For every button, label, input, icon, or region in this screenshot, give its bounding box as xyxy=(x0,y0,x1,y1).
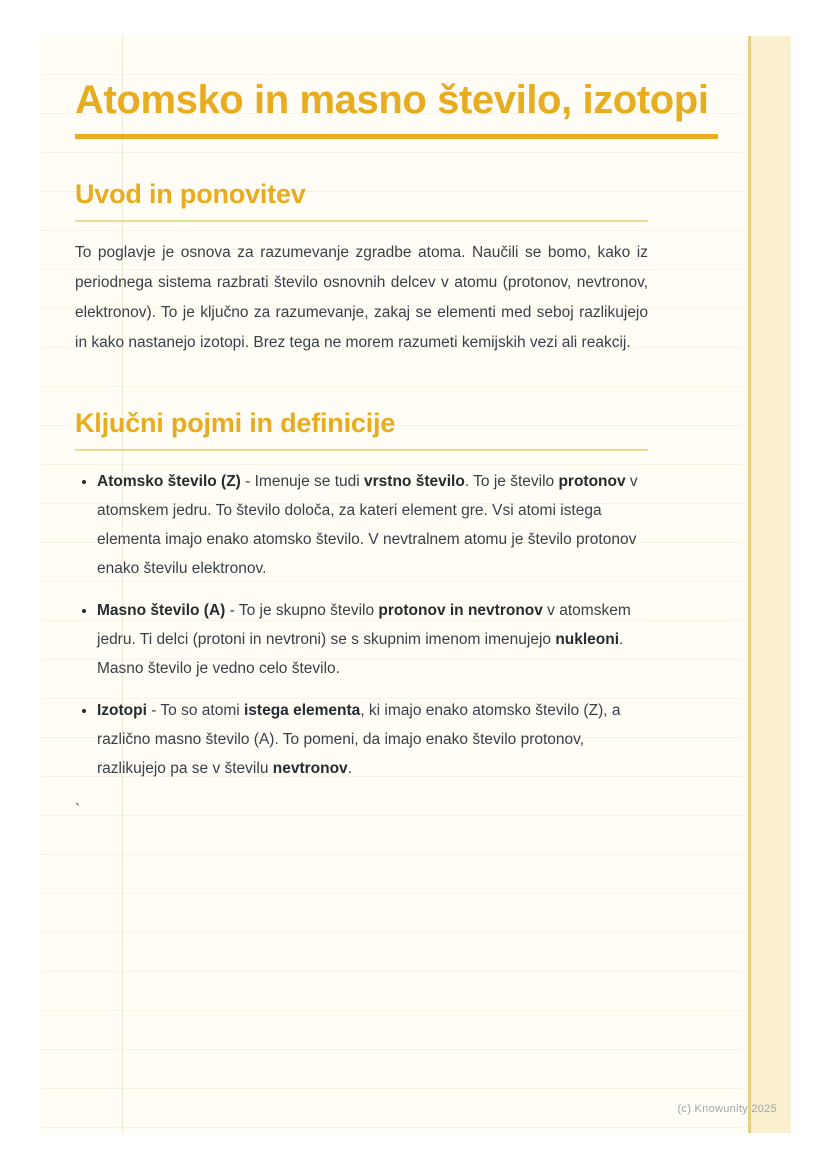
heading-underline xyxy=(75,449,648,451)
text-run: v atomskem jedru. To število določa, za kateri element gre. Vsi atomi istega elementa imajo enako atomsko število. V nevtralnem atomu je število protonov enako številu elektronov. xyxy=(97,473,638,577)
key-term: vrstno število xyxy=(364,473,465,490)
page-edge-stripe xyxy=(748,36,791,1133)
heading-underline xyxy=(75,220,648,222)
note-page xyxy=(40,36,791,1133)
stray-character: ` xyxy=(75,802,81,819)
definition-item xyxy=(97,696,648,783)
definition-item xyxy=(97,467,648,583)
key-term: protonov xyxy=(558,473,626,490)
definitions-list xyxy=(75,467,648,783)
section-heading-uvod: Uvod in ponovitev xyxy=(75,179,306,209)
text-run: - Imenuje se tudi xyxy=(240,473,365,490)
text-run: , ki imajo enako atomsko število (Z), a različno masno število (A). To pomeni, da imajo enako število protonov, razlikujejo pa se v številu xyxy=(97,702,621,777)
text-run: - To so atomi xyxy=(146,702,244,719)
key-term: Masno število (A) xyxy=(97,602,226,619)
section-definitions xyxy=(75,406,718,783)
key-term: nevtronov xyxy=(272,760,348,777)
text-run: . Masno število je vedno celo število. xyxy=(97,631,624,677)
definition-item xyxy=(97,596,648,683)
key-term: protonov in nevtronov xyxy=(378,602,543,619)
text-run: . xyxy=(347,760,352,777)
intro-paragraph: To poglavje je osnova za razumevanje zgradbe atoma. Naučili se bomo, kako iz periodnega sistema razbrati število osnovnih delcev v atomu (protonov, nevtronov, elektronov). To je ključno za razumevanje, zakaj se elementi med seboj razlikujejo in kako nastanejo izotopi. Brez tega ne morem razumeti kemijskih vezi ali reakcij. xyxy=(75,244,648,351)
text-run: . To je število xyxy=(464,473,559,490)
section-heading-kljucni-pojmi: Ključni pojmi in definicije xyxy=(75,408,396,438)
key-term: nukleoni xyxy=(555,631,620,648)
key-term: istega elementa xyxy=(244,702,361,719)
text-run: - To je skupno število xyxy=(225,602,379,619)
text-run: v atomskem jedru. Ti delci (protoni in nevtroni) se s skupnim imenom imenujejo xyxy=(97,602,631,648)
section-intro xyxy=(75,177,718,358)
page-title: Atomsko in masno število, izotopi xyxy=(75,78,709,122)
key-term: Atomsko število (Z) xyxy=(97,473,241,490)
page-content xyxy=(40,36,718,825)
key-term: Izotopi xyxy=(97,702,147,719)
title-divider-rule xyxy=(75,134,718,139)
copyright-footer: (c) Knowunity 2025 xyxy=(677,1103,777,1115)
